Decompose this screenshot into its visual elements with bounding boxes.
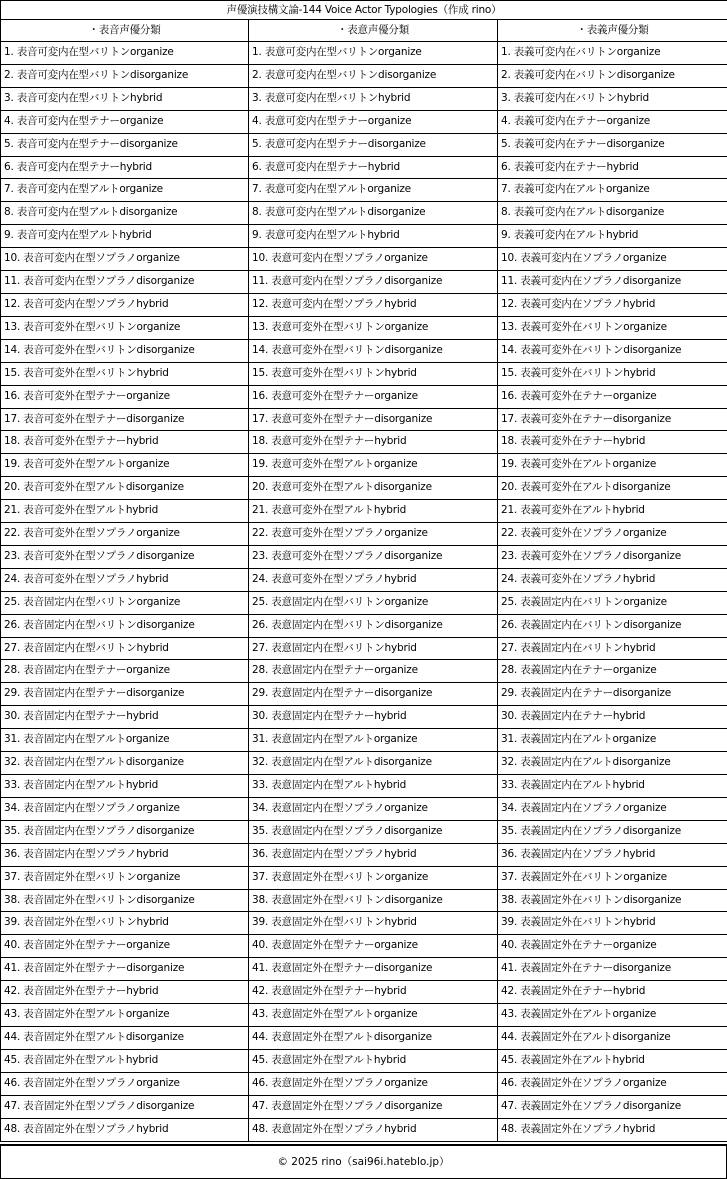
table-cell: 5. 表意可変内在型テナーdisorganize	[249, 133, 498, 156]
table-row	[1, 179, 727, 202]
table-row	[1, 1118, 727, 1141]
table-cell: 40. 表音固定外在型テナーorganize	[1, 935, 249, 958]
table-cell: 13. 表義可変外在バリトンorganize	[498, 316, 727, 339]
table-row	[1, 1026, 727, 1049]
table-row	[1, 637, 727, 660]
table-cell: 28. 表義固定内在テナーorganize	[498, 660, 727, 683]
table-row	[1, 981, 727, 1004]
table-cell: 30. 表義固定内在テナーhybrid	[498, 706, 727, 729]
table-cell: 47. 表意固定外在型ソプラノdisorganize	[249, 1095, 498, 1118]
copyright-footer: © 2025 rino（sai96i.hateblo.jp）	[0, 1144, 727, 1179]
table-row	[1, 1049, 727, 1072]
table-cell: 8. 表音可変内在型アルトdisorganize	[1, 202, 249, 225]
header-row	[1, 20, 727, 42]
table-cell: 24. 表意可変外在型ソプラノhybrid	[249, 568, 498, 591]
table-cell: 35. 表義固定内在ソプラノdisorganize	[498, 820, 727, 843]
table-cell: 7. 表意可変内在型アルトorganize	[249, 179, 498, 202]
table-cell: 33. 表義固定内在アルトhybrid	[498, 775, 727, 798]
table-row	[1, 156, 727, 179]
table-row	[1, 454, 727, 477]
table-cell: 16. 表義可変外在テナーorganize	[498, 385, 727, 408]
column-header-hyoon: ・表音声優分類	[1, 20, 249, 42]
table-cell: 3. 表義可変内在バリトンhybrid	[498, 87, 727, 110]
table-cell: 25. 表意固定内在型バリトンorganize	[249, 591, 498, 614]
table-cell: 27. 表音固定内在型バリトンhybrid	[1, 637, 249, 660]
table-cell: 33. 表音固定内在型アルトhybrid	[1, 775, 249, 798]
table-cell: 44. 表義固定外在アルトdisorganize	[498, 1026, 727, 1049]
table-cell: 28. 表音固定内在型テナーorganize	[1, 660, 249, 683]
table-cell: 2. 表義可変内在バリトンdisorganize	[498, 64, 727, 87]
table-cell: 43. 表音固定外在型アルトorganize	[1, 1004, 249, 1027]
table-cell: 32. 表義固定内在アルトdisorganize	[498, 752, 727, 775]
table-row	[1, 591, 727, 614]
table-cell: 35. 表音固定内在型ソプラノdisorganize	[1, 820, 249, 843]
table-cell: 25. 表義固定内在バリトンorganize	[498, 591, 727, 614]
table-row	[1, 339, 727, 362]
table-cell: 42. 表意固定外在型テナーhybrid	[249, 981, 498, 1004]
table-row	[1, 614, 727, 637]
table-cell: 15. 表意可変外在型バリトンhybrid	[249, 362, 498, 385]
table-cell: 12. 表義可変内在ソプラノhybrid	[498, 293, 727, 316]
table-cell: 6. 表義可変内在テナーhybrid	[498, 156, 727, 179]
table-cell: 36. 表意固定内在型ソプラノhybrid	[249, 843, 498, 866]
table-cell: 10. 表義可変内在ソプラノorganize	[498, 248, 727, 271]
table-cell: 26. 表意固定内在型バリトンdisorganize	[249, 614, 498, 637]
table-cell: 48. 表義固定外在ソプラノhybrid	[498, 1118, 727, 1141]
table-cell: 8. 表意可変内在型アルトdisorganize	[249, 202, 498, 225]
table-cell: 45. 表音固定外在型アルトhybrid	[1, 1049, 249, 1072]
table-cell: 45. 表義固定外在アルトhybrid	[498, 1049, 727, 1072]
table-cell: 4. 表義可変内在テナーorganize	[498, 110, 727, 133]
table-cell: 3. 表意可変内在型バリトンhybrid	[249, 87, 498, 110]
table-cell: 17. 表意可変外在型テナーdisorganize	[249, 408, 498, 431]
title-row	[1, 1, 727, 20]
table-cell: 20. 表義可変外在アルトdisorganize	[498, 477, 727, 500]
table-row	[1, 293, 727, 316]
table-body	[1, 42, 727, 1142]
table-row	[1, 889, 727, 912]
table-row	[1, 1072, 727, 1095]
table-cell: 39. 表意固定外在型バリトンhybrid	[249, 912, 498, 935]
table-row	[1, 385, 727, 408]
table-row	[1, 706, 727, 729]
table-cell: 41. 表義固定外在テナーdisorganize	[498, 958, 727, 981]
table-cell: 45. 表意固定外在型アルトhybrid	[249, 1049, 498, 1072]
table-cell: 37. 表義固定外在バリトンorganize	[498, 866, 727, 889]
table-cell: 18. 表音可変外在型テナーhybrid	[1, 431, 249, 454]
table-cell: 12. 表音可変内在型ソプラノhybrid	[1, 293, 249, 316]
table-row	[1, 202, 727, 225]
table-row	[1, 912, 727, 935]
table-cell: 42. 表義固定外在テナーhybrid	[498, 981, 727, 1004]
table-row	[1, 545, 727, 568]
table-cell: 4. 表意可変内在型テナーorganize	[249, 110, 498, 133]
table-cell: 32. 表音固定内在型アルトdisorganize	[1, 752, 249, 775]
table-row	[1, 752, 727, 775]
table-cell: 11. 表音可変内在型ソプラノdisorganize	[1, 271, 249, 294]
table-cell: 22. 表義可変外在ソプラノorganize	[498, 523, 727, 546]
table-row	[1, 820, 727, 843]
table-cell: 42. 表音固定外在型テナーhybrid	[1, 981, 249, 1004]
table-row	[1, 958, 727, 981]
table-cell: 10. 表意可変内在型ソプラノorganize	[249, 248, 498, 271]
table-cell: 48. 表音固定外在型ソプラノhybrid	[1, 1118, 249, 1141]
table-row	[1, 500, 727, 523]
table-row	[1, 408, 727, 431]
table-cell: 4. 表音可変内在型テナーorganize	[1, 110, 249, 133]
table-cell: 1. 表意可変内在型バリトンorganize	[249, 42, 498, 65]
table-cell: 21. 表義可変外在アルトhybrid	[498, 500, 727, 523]
table-cell: 18. 表意可変外在型テナーhybrid	[249, 431, 498, 454]
table-cell: 35. 表意固定内在型ソプラノdisorganize	[249, 820, 498, 843]
table-row	[1, 729, 727, 752]
table-cell: 20. 表意可変外在型アルトdisorganize	[249, 477, 498, 500]
table-cell: 38. 表義固定外在バリトンdisorganize	[498, 889, 727, 912]
table-cell: 13. 表意可変外在型バリトンorganize	[249, 316, 498, 339]
table-cell: 37. 表意固定外在型バリトンorganize	[249, 866, 498, 889]
table-cell: 34. 表義固定内在ソプラノorganize	[498, 797, 727, 820]
table-cell: 31. 表意固定内在型アルトorganize	[249, 729, 498, 752]
table-row	[1, 1095, 727, 1118]
table-row	[1, 271, 727, 294]
table-cell: 40. 表意固定外在型テナーorganize	[249, 935, 498, 958]
table-cell: 9. 表意可変内在型アルトhybrid	[249, 225, 498, 248]
table-cell: 29. 表音固定内在型テナーdisorganize	[1, 683, 249, 706]
table-cell: 10. 表音可変内在型ソプラノorganize	[1, 248, 249, 271]
table-row	[1, 775, 727, 798]
table-cell: 39. 表義固定外在バリトンhybrid	[498, 912, 727, 935]
table-cell: 46. 表意固定外在型ソプラノorganize	[249, 1072, 498, 1095]
table-cell: 48. 表意固定外在型ソプラノhybrid	[249, 1118, 498, 1141]
table-cell: 14. 表音可変外在型バリトンdisorganize	[1, 339, 249, 362]
table-cell: 2. 表意可変内在型バリトンdisorganize	[249, 64, 498, 87]
table-cell: 27. 表義固定内在バリトンhybrid	[498, 637, 727, 660]
table-cell: 12. 表意可変内在型ソプラノhybrid	[249, 293, 498, 316]
table-cell: 34. 表音固定内在型ソプラノorganize	[1, 797, 249, 820]
table-cell: 5. 表音可変内在型テナーdisorganize	[1, 133, 249, 156]
table-cell: 30. 表音固定内在型テナーhybrid	[1, 706, 249, 729]
table-cell: 39. 表音固定外在型バリトンhybrid	[1, 912, 249, 935]
table-cell: 13. 表音可変外在型バリトンorganize	[1, 316, 249, 339]
table-row	[1, 1004, 727, 1027]
table-cell: 27. 表意固定内在型バリトンhybrid	[249, 637, 498, 660]
table-cell: 33. 表意固定内在型アルトhybrid	[249, 775, 498, 798]
table-cell: 5. 表義可変内在テナーdisorganize	[498, 133, 727, 156]
table-cell: 32. 表意固定内在型アルトdisorganize	[249, 752, 498, 775]
table-cell: 43. 表意固定外在型アルトorganize	[249, 1004, 498, 1027]
table-cell: 31. 表音固定内在型アルトorganize	[1, 729, 249, 752]
table-cell: 46. 表音固定外在型ソプラノorganize	[1, 1072, 249, 1095]
table-cell: 41. 表意固定外在型テナーdisorganize	[249, 958, 498, 981]
table-cell: 19. 表意可変外在型アルトorganize	[249, 454, 498, 477]
table-cell: 22. 表音可変外在型ソプラノorganize	[1, 523, 249, 546]
table-cell: 38. 表意固定外在型バリトンdisorganize	[249, 889, 498, 912]
table-row	[1, 110, 727, 133]
table-cell: 36. 表音固定内在型ソプラノhybrid	[1, 843, 249, 866]
table-cell: 23. 表音可変外在型ソプラノdisorganize	[1, 545, 249, 568]
table-cell: 34. 表意固定内在型ソプラノorganize	[249, 797, 498, 820]
table-cell: 24. 表義可変外在ソプラノhybrid	[498, 568, 727, 591]
table-cell: 40. 表義固定外在テナーorganize	[498, 935, 727, 958]
table-row	[1, 133, 727, 156]
table-cell: 24. 表音可変外在型ソプラノhybrid	[1, 568, 249, 591]
table-row	[1, 568, 727, 591]
table-cell: 26. 表音固定内在型バリトンdisorganize	[1, 614, 249, 637]
table-cell: 30. 表意固定内在型テナーhybrid	[249, 706, 498, 729]
table-cell: 28. 表意固定内在型テナーorganize	[249, 660, 498, 683]
table-cell: 31. 表義固定内在アルトorganize	[498, 729, 727, 752]
table-row	[1, 797, 727, 820]
column-header-hyoi: ・表意声優分類	[249, 20, 498, 42]
table-cell: 6. 表音可変内在型テナーhybrid	[1, 156, 249, 179]
table-cell: 9. 表義可変内在アルトhybrid	[498, 225, 727, 248]
table-cell: 22. 表意可変外在型ソプラノorganize	[249, 523, 498, 546]
table-cell: 3. 表音可変内在型バリトンhybrid	[1, 87, 249, 110]
table-row	[1, 316, 727, 339]
table-cell: 15. 表義可変外在バリトンhybrid	[498, 362, 727, 385]
table-cell: 21. 表意可変外在型アルトhybrid	[249, 500, 498, 523]
table-cell: 7. 表音可変内在型アルトorganize	[1, 179, 249, 202]
table-cell: 11. 表義可変内在ソプラノdisorganize	[498, 271, 727, 294]
table-cell: 21. 表音可変外在型アルトhybrid	[1, 500, 249, 523]
table-cell: 44. 表意固定外在型アルトdisorganize	[249, 1026, 498, 1049]
table-cell: 17. 表音可変外在型テナーdisorganize	[1, 408, 249, 431]
table-cell: 26. 表義固定内在バリトンdisorganize	[498, 614, 727, 637]
table-cell: 43. 表義固定外在アルトorganize	[498, 1004, 727, 1027]
table-cell: 16. 表意可変外在型テナーorganize	[249, 385, 498, 408]
table-cell: 41. 表音固定外在型テナーdisorganize	[1, 958, 249, 981]
table-row	[1, 866, 727, 889]
table-row	[1, 42, 727, 65]
table-row	[1, 87, 727, 110]
table-row	[1, 843, 727, 866]
table-row	[1, 523, 727, 546]
table-cell: 1. 表音可変内在型バリトンorganize	[1, 42, 249, 65]
table-cell: 47. 表音固定外在型ソプラノdisorganize	[1, 1095, 249, 1118]
table-row	[1, 431, 727, 454]
table-cell: 23. 表意可変外在型ソプラノdisorganize	[249, 545, 498, 568]
table-row	[1, 935, 727, 958]
table-cell: 23. 表義可変外在ソプラノdisorganize	[498, 545, 727, 568]
table-cell: 29. 表義固定内在テナーdisorganize	[498, 683, 727, 706]
table-cell: 1. 表義可変内在バリトンorganize	[498, 42, 727, 65]
table-cell: 19. 表義可変外在アルトorganize	[498, 454, 727, 477]
table-cell: 6. 表意可変内在型テナーhybrid	[249, 156, 498, 179]
table-cell: 36. 表義固定内在ソプラノhybrid	[498, 843, 727, 866]
table-cell: 16. 表音可変外在型テナーorganize	[1, 385, 249, 408]
table-cell: 9. 表音可変内在型アルトhybrid	[1, 225, 249, 248]
table-title: 声優演技構文論-144 Voice Actor Typologies（作成 rino）	[1, 1, 727, 20]
table-cell: 11. 表意可変内在型ソプラノdisorganize	[249, 271, 498, 294]
table-row	[1, 362, 727, 385]
table-cell: 15. 表音可変外在型バリトンhybrid	[1, 362, 249, 385]
table-cell: 47. 表義固定外在ソプラノdisorganize	[498, 1095, 727, 1118]
table-row	[1, 477, 727, 500]
table-cell: 44. 表音固定外在型アルトdisorganize	[1, 1026, 249, 1049]
table-cell: 19. 表音可変外在型アルトorganize	[1, 454, 249, 477]
table-cell: 2. 表音可変内在型バリトンdisorganize	[1, 64, 249, 87]
table-cell: 18. 表義可変外在テナーhybrid	[498, 431, 727, 454]
table-row	[1, 248, 727, 271]
table-cell: 46. 表義固定外在ソプラノorganize	[498, 1072, 727, 1095]
table-cell: 7. 表義可変内在アルトorganize	[498, 179, 727, 202]
table-row	[1, 64, 727, 87]
table-cell: 20. 表音可変外在型アルトdisorganize	[1, 477, 249, 500]
table-row	[1, 683, 727, 706]
table-cell: 14. 表義可変外在バリトンdisorganize	[498, 339, 727, 362]
table-cell: 17. 表義可変外在テナーdisorganize	[498, 408, 727, 431]
table-cell: 37. 表音固定外在型バリトンorganize	[1, 866, 249, 889]
table-cell: 8. 表義可変内在アルトdisorganize	[498, 202, 727, 225]
column-header-hyogi: ・表義声優分類	[498, 20, 727, 42]
table-cell: 14. 表意可変外在型バリトンdisorganize	[249, 339, 498, 362]
table-row	[1, 225, 727, 248]
table-cell: 25. 表音固定内在型バリトンorganize	[1, 591, 249, 614]
table-row	[1, 660, 727, 683]
table-cell: 29. 表意固定内在型テナーdisorganize	[249, 683, 498, 706]
table-cell: 38. 表音固定外在型バリトンdisorganize	[1, 889, 249, 912]
